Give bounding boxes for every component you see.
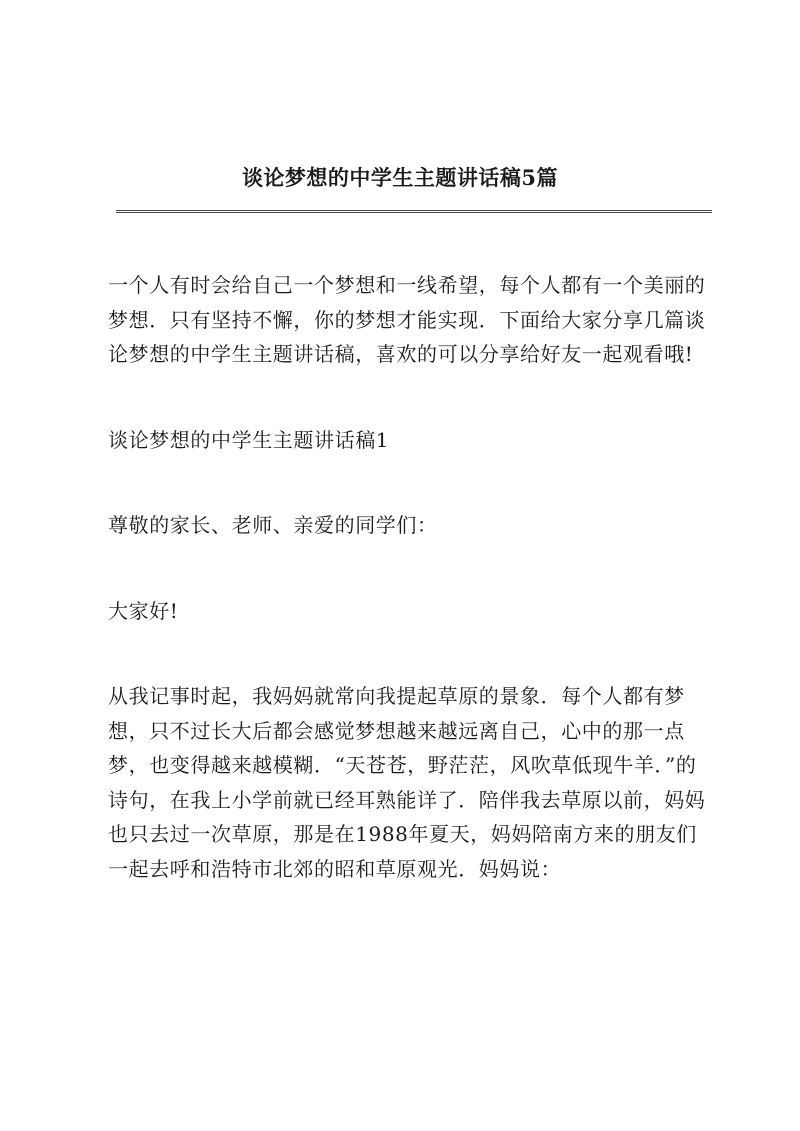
document-body xyxy=(108,268,708,886)
salutation: 尊敬的家长、老师、亲爱的同学们： xyxy=(108,513,438,537)
paragraph-spacer xyxy=(108,372,708,423)
section-heading: 谈论梦想的中学生主题讲话稿1 xyxy=(108,427,390,452)
paragraph-spacer xyxy=(108,543,708,594)
intro-paragraph: 一个人有时会给自己一个梦想和一线希望，每个人都有一个美丽的梦想．只有坚持不懈，你的梦想才能实现．下面给大家分享几篇谈论梦想的中学生主题讲话稿，喜欢的可以分享给好友一起观看哦! xyxy=(108,273,706,366)
title-divider xyxy=(116,210,712,213)
body-paragraph: 从我记事时起，我妈妈就常向我提起草原的景象．每个人都有梦想，只不过长大后都会感觉梦想越来越远离自己，心中的那一点梦，也变得越来越模糊．“天苍苍，野茫茫，风吹草低现牛羊．”的诗句，在我上小学前就已经耳熟能详了．陪伴我去草原以前，妈妈也只去过一次草原，那是在1988年夏天，妈妈陪南方来的朋友们一起去呼和浩特市北郊的昭和草原观光．妈妈说： xyxy=(108,684,706,881)
greeting: 大家好! xyxy=(108,598,179,623)
document-title: 谈论梦想的中学生主题讲话稿5篇 xyxy=(241,165,559,190)
paragraph-spacer xyxy=(108,628,708,679)
paragraph-spacer xyxy=(108,457,708,508)
